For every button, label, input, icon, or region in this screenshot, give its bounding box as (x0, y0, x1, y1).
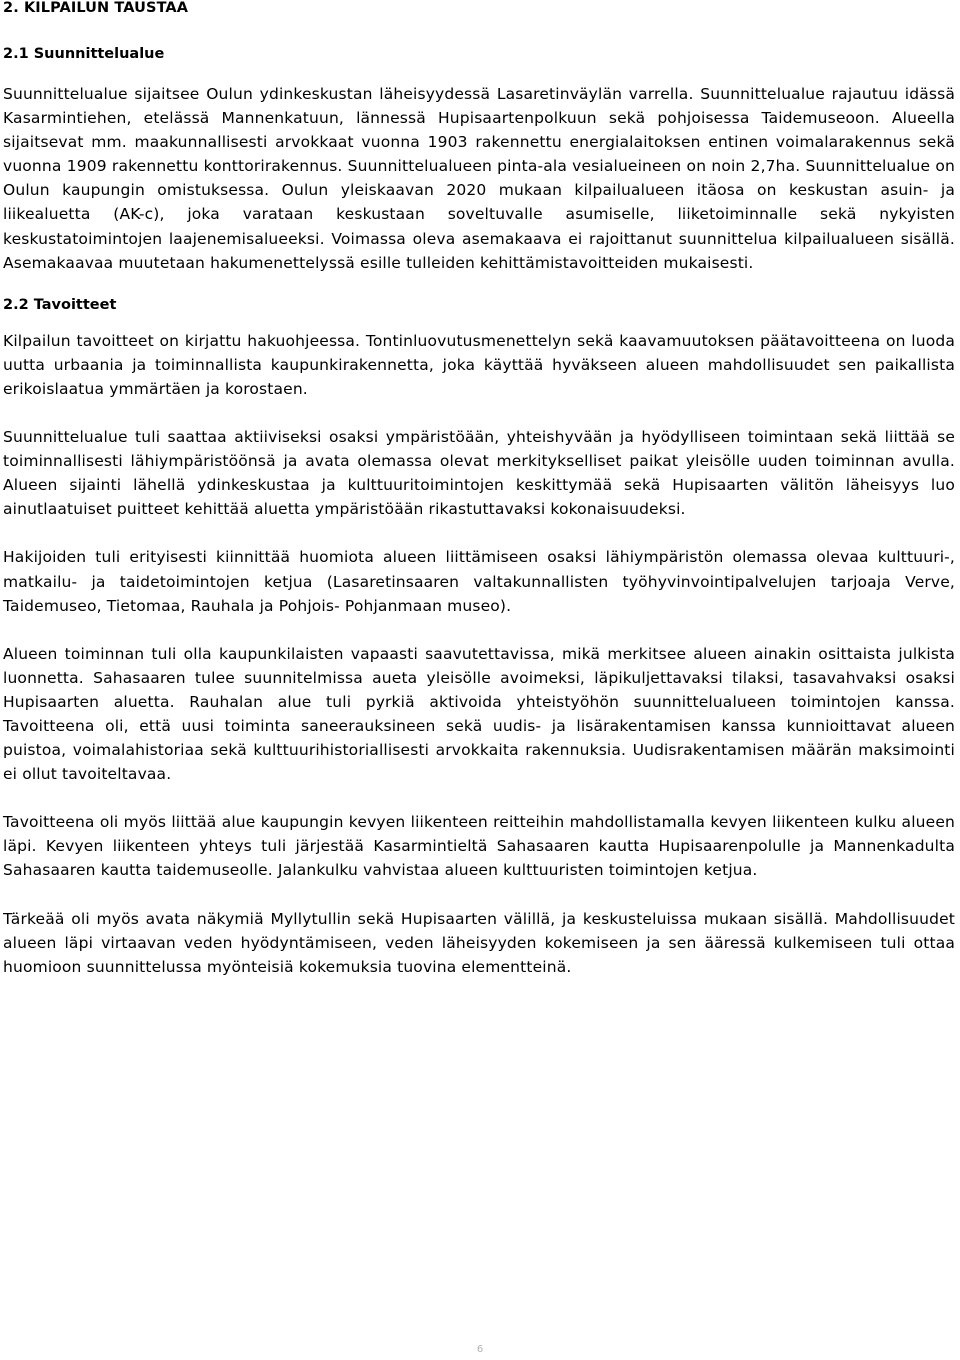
paragraph-tavoitteet-4: Alueen toiminnan tuli olla kaupunkilaisten vapaasti saavutettavissa, mikä merkitsee alueen ainakin osittaista julkista luonnetta. Sahasaaren tulee suunnitelmissa aueta yleisölle avoimeksi, läpikuljettavaksi tilaksi, tasavahvaksi osaksi Hupisaarten aluetta. Rauhalan alue tuli pyrkiä aktivoida yhteistyöhön suunnittelualueen toimintojen kanssa. Tavoitteena oli, että uusi toiminta saneerauksineen sekä uudis- ja lisärakentamisen kanssa kunnioittavat alueen puistoa, voimalahistoriaa sekä kulttuurihistoriallisesti arvokkaita rakennuksia. Uudisrakentamisen määrän maksimointi ei ollut tavoiteltavaa. (3, 644, 955, 784)
page-number: 6 (476, 1344, 484, 1355)
section-title: 2. KILPAILUN TAUSTAA (3, 0, 189, 16)
subsection-title-suunnittelualue: 2.1 Suunnittelualue (3, 46, 165, 62)
paragraph-tavoitteet-3: Hakijoiden tuli erityisesti kiinnittää huomiota alueen liittämiseen osaksi lähiympäristön olemassa olevaa kulttuuri-, matkailu- ja taidetoimintojen ketjua (Lasaretinsaaren valtakunnallisten työhyvinvointipalvelujen tarjoaja Verve, Taidemuseo, Tietomaa, Rauhala ja Pohjois- Pohjanmaan museo). (3, 548, 955, 615)
paragraph-tavoitteet-2: Suunnittelualue tuli saattaa aktiiviseksi osaksi ympäristöään, yhteishyvään ja hyödylliseen toimintaan sekä liittää se toiminnallisesti lähiympäristöönsä ja avata olemassa olevat merkitykselliset paikat yleisölle uuden toiminnan avulla. Alueen sijainti lähellä ydinkeskustaa ja kulttuuritoimintojen keskittymää sekä Hupisaarten välitön läheisyys luo ainutlaatuiset puitteet kehittää aluetta ympäristöään rikastuttavaksi kokonaisuudeksi. (3, 428, 955, 519)
paragraph-suunnittelualue: Suunnittelualue sijaitsee Oulun ydinkeskustan läheisyydessä Lasaretinväylän varrella. Suunnittelualue rajautuu idässä Kasarmintiehen, etelässä Mannenkatuun, lännessä Hupisaartenpolkuun sekä pohjoisessa Taidemuseoon. Alueella sijaitsevat mm. maakunnallisesti arvokkaat vuonna 1903 rakennettu energialaitoksen entinen voimalarakennus sekä vuonna 1909 rakennettu konttorirakennus. Suunnittelualueen pinta-ala vesialueineen on noin 2,7ha. Suunnittelualue on Oulun kaupungin omistuksessa. Oulun yleiskaavan 2020 mukaan kilpailualueen itäosa on keskustan asuin- ja liikealuetta (AK-c), joka varataan keskustaan soveltuvalle asumiselle, liiketoiminnalle sekä nykyisten keskustatoimintojen laajenemisalueeksi. Voimassa oleva asemakaava ei rajoittanut suunnittelua kilpailualueen sisällä. Asemakaavaa muutetaan hakumenettelyssä esille tulleiden kehittämistavoitteiden mukaisesti. (3, 85, 955, 272)
document-page (3, 0, 955, 979)
paragraph-tavoitteet-6: Tärkeää oli myös avata näkymiä Myllytullin sekä Hupisaarten välillä, ja keskusteluissa mukaan sisällä. Mahdollisuudet alueen läpi virtaavan veden hyödyntämiseen, veden läheisyyden kokemiseen ja sen ääressä kulkemiseen tuli ottaa huomioon suunnittelussa myönteisiä kokemuksia tuovina elementteinä. (3, 909, 955, 976)
paragraph-tavoitteet-1: Kilpailun tavoitteet on kirjattu hakuohjeessa. Tontinluovutusmenettelyn sekä kaavamuutoksen päätavoitteena on luoda uutta urbaania ja toiminnallista kaupunkirakennetta, joka käyttää hyväkseen alueen mahdollisuudet sen paikallista erikoislaatua ymmärtäen ja korostaen. (3, 331, 955, 398)
subsection-title-tavoitteet: 2.2 Tavoitteet (3, 296, 117, 313)
paragraph-tavoitteet-5: Tavoitteena oli myös liittää alue kaupungin kevyen liikenteen reitteihin mahdollistamalla kevyen liikenteen kulku alueen läpi. Kevyen liikenteen yhteys tuli järjestää Kasarmintieltä Sahasaaren kautta Hupisaarenpolulle ja Mannenkadulta Sahasaaren kautta taidemuseolle. Jalankulku vahvistaa alueen kulttuuristen toimintojen ketjua. (3, 813, 955, 880)
